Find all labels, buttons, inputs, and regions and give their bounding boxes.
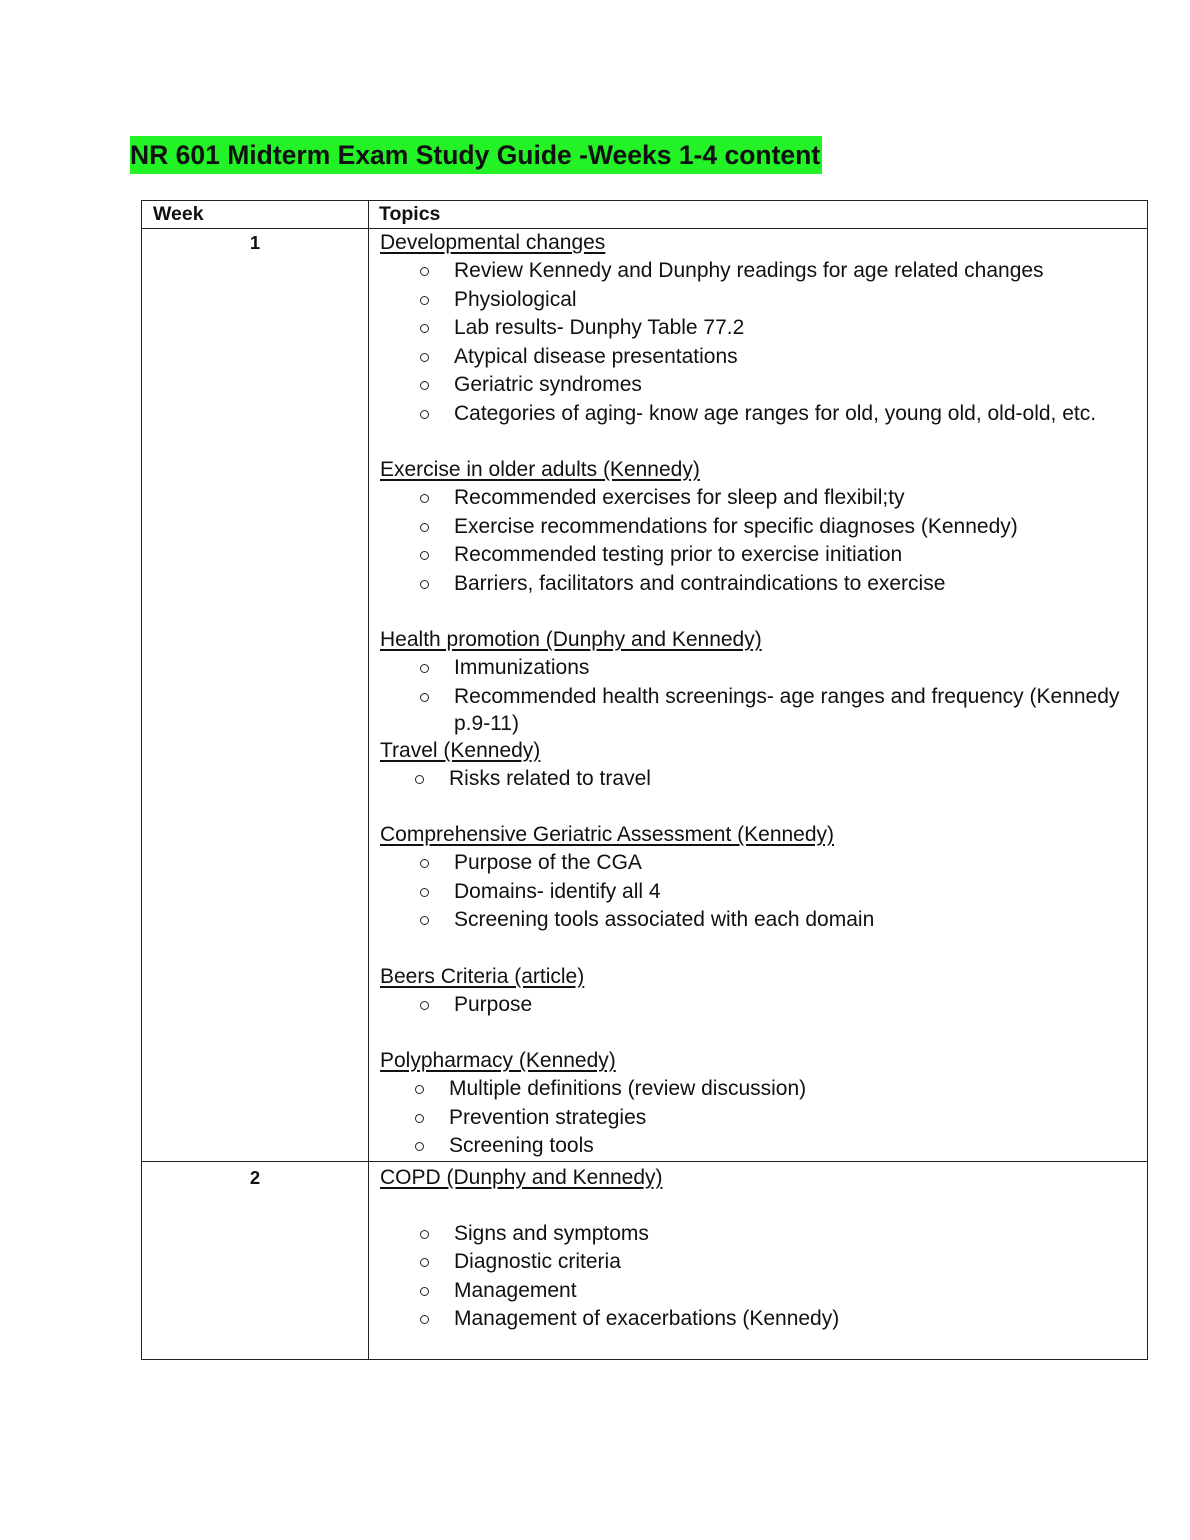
hollow-circle-bullet-icon [420, 523, 429, 532]
hollow-circle-bullet-icon [420, 859, 429, 868]
list-item: Recommended health screenings- age ranges and frequency (Kennedy p.9-11) [380, 683, 1137, 737]
study-guide-table [141, 200, 1148, 1360]
list-item: Geriatric syndromes [380, 371, 1137, 400]
hollow-circle-bullet-icon [420, 1315, 429, 1324]
hollow-circle-bullet-icon [415, 1085, 424, 1094]
hollow-circle-bullet-icon [415, 775, 424, 784]
list-item: Screening tools associated with each domain [380, 906, 1137, 935]
hollow-circle-bullet-icon [420, 664, 429, 673]
section-heading-polypharmacy: Polypharmacy (Kennedy) [380, 1049, 616, 1072]
hollow-circle-bullet-icon [420, 410, 429, 419]
list-item: Recommended exercises for sleep and flexibil;ty [380, 484, 1137, 513]
list-item: Management [380, 1277, 1137, 1306]
hollow-circle-bullet-icon [420, 551, 429, 560]
list-item: Multiple definitions (review discussion) [380, 1075, 1137, 1104]
week-number: 1 [142, 229, 369, 1162]
list-item: Prevention strategies [380, 1104, 1137, 1133]
bullet-list [380, 1220, 1137, 1334]
bullet-list [380, 654, 1137, 737]
bullet-list [380, 484, 1137, 598]
list-item: Risks related to travel [380, 765, 1137, 794]
hollow-circle-bullet-icon [420, 1230, 429, 1239]
hollow-circle-bullet-icon [420, 296, 429, 305]
section-heading-travel: Travel (Kennedy) [380, 738, 541, 762]
hollow-circle-bullet-icon [420, 916, 429, 925]
list-item: Screening tools [380, 1132, 1137, 1161]
section-heading-copd: COPD (Dunphy and Kennedy) [380, 1165, 663, 1189]
hollow-circle-bullet-icon [420, 494, 429, 503]
topics-cell [369, 1161, 1148, 1359]
hollow-circle-bullet-icon [420, 888, 429, 897]
hollow-circle-bullet-icon [420, 1258, 429, 1267]
list-item: Domains- identify all 4 [380, 878, 1137, 907]
hollow-circle-bullet-icon [420, 267, 429, 276]
section-heading-beers-criteria: Beers Criteria (article) [380, 964, 585, 988]
list-item: Immunizations [380, 654, 1137, 683]
hollow-circle-bullet-icon [420, 353, 429, 362]
list-item: Categories of aging- know age ranges for old, young old, old-old, etc. [380, 400, 1137, 429]
list-item: Physiological [380, 286, 1137, 315]
list-item: Diagnostic criteria [380, 1248, 1137, 1277]
hollow-circle-bullet-icon [420, 381, 429, 390]
table-header-row [142, 201, 1148, 229]
bullet-list [380, 257, 1137, 428]
bullet-list [380, 849, 1137, 935]
table-row-week-2 [142, 1161, 1148, 1359]
hollow-circle-bullet-icon [420, 1001, 429, 1010]
list-item: Lab results- Dunphy Table 77.2 [380, 314, 1137, 343]
list-item: Management of exacerbations (Kennedy) [380, 1305, 1137, 1334]
table-row-week-1 [142, 229, 1148, 1162]
list-item: Recommended testing prior to exercise initiation [380, 541, 1137, 570]
section-heading-exercise: Exercise in older adults (Kennedy) [380, 458, 700, 481]
hollow-circle-bullet-icon [420, 580, 429, 589]
hollow-circle-bullet-icon [420, 324, 429, 333]
section-heading-developmental-changes: Developmental changes [380, 231, 606, 254]
section-heading-cga: Comprehensive Geriatric Assessment (Kennedy) [380, 823, 835, 846]
hollow-circle-bullet-icon [415, 1142, 424, 1151]
week-column-header: Week [142, 201, 369, 229]
bullet-list [380, 991, 1137, 1020]
hollow-circle-bullet-icon [420, 693, 429, 702]
list-item: Purpose of the CGA [380, 849, 1137, 878]
topics-column-header: Topics [369, 201, 1148, 229]
bullet-list [380, 1075, 1137, 1161]
list-item: Review Kennedy and Dunphy readings for age related changes [380, 257, 1137, 286]
topics-cell [369, 229, 1148, 1162]
bullet-list [380, 765, 1137, 794]
list-item: Atypical disease presentations [380, 343, 1137, 372]
page-title: NR 601 Midterm Exam Study Guide -Weeks 1-4 content [130, 136, 822, 174]
list-item: Barriers, facilitators and contraindications to exercise [380, 570, 1137, 599]
list-item: Purpose [380, 991, 1137, 1020]
hollow-circle-bullet-icon [415, 1114, 424, 1123]
list-item: Signs and symptoms [380, 1220, 1137, 1249]
list-item: Exercise recommendations for specific diagnoses (Kennedy) [380, 513, 1137, 542]
section-heading-health-promotion: Health promotion (Dunphy and Kennedy) [380, 628, 762, 651]
hollow-circle-bullet-icon [420, 1287, 429, 1296]
week-number: 2 [142, 1161, 369, 1359]
